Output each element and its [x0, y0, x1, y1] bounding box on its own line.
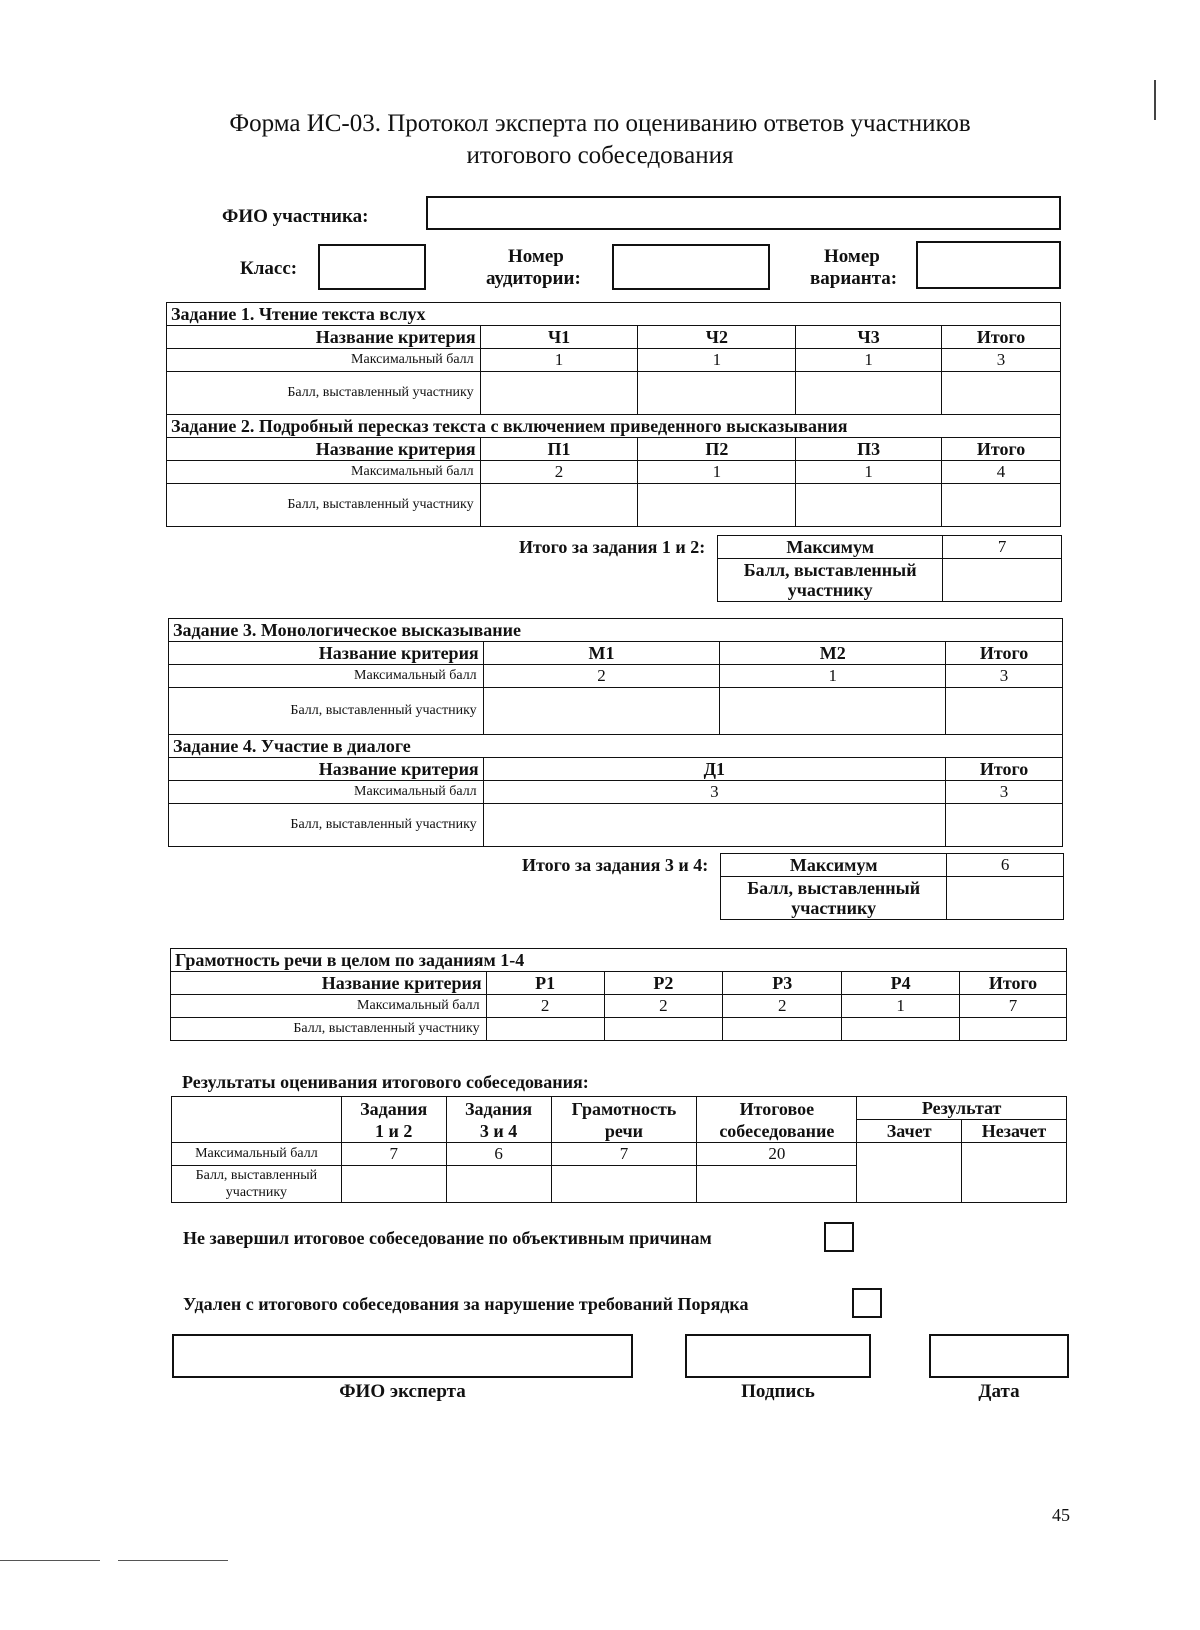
removed-label: Удален с итогового собеседования за нарушение требований Порядка	[183, 1294, 749, 1314]
task1-criterion-label: Название критерия	[167, 326, 481, 349]
task4-header-row	[169, 758, 1063, 781]
task1-given-total[interactable]	[942, 372, 1061, 415]
expert-name-label: ФИО эксперта	[339, 1381, 466, 1402]
literacy-col-total: Итого	[960, 972, 1067, 995]
literacy-col-r4: Р4	[842, 972, 960, 995]
task1-given-ch3[interactable]	[796, 372, 942, 415]
scan-line-mid	[118, 1560, 228, 1561]
task3-given-total[interactable]	[946, 688, 1063, 735]
variant-label	[810, 246, 910, 290]
task2-title: Задание 2. Подробный пересказ текста с включением приведенного высказывания	[167, 415, 1061, 438]
literacy-title: Грамотность речи в целом по заданиям 1-4	[171, 949, 1067, 972]
results-col2-line1: Задания	[465, 1098, 533, 1119]
task3-max-row	[169, 665, 1063, 688]
literacy-max-r2: 2	[604, 995, 723, 1018]
task1-max-ch1: 1	[480, 349, 638, 372]
task2-given-label: Балл, выставленный участнику	[167, 484, 481, 527]
task3-title: Задание 3. Монологическое высказывание	[169, 619, 1063, 642]
literacy-table	[170, 948, 1067, 1041]
task4-col-d1: Д1	[483, 758, 945, 781]
literacy-max-r4: 1	[842, 995, 960, 1018]
results-given-1-2[interactable]	[341, 1166, 446, 1203]
tasks-3-4-table	[168, 618, 1063, 847]
sum34-max-label: Максимум	[721, 854, 947, 877]
sum12-given-label: Балл, выставленный участнику	[718, 559, 943, 602]
task1-header-row	[167, 326, 1061, 349]
literacy-max-r1: 2	[486, 995, 604, 1018]
results-max-1-2: 7	[341, 1143, 446, 1166]
task3-max-m2: 1	[720, 665, 946, 688]
results-col2-line2: 3 и 4	[479, 1120, 518, 1141]
task3-header-row	[169, 642, 1063, 665]
literacy-given-r2[interactable]	[604, 1018, 723, 1041]
results-given-3-4[interactable]	[446, 1166, 551, 1203]
task3-given-m2[interactable]	[720, 688, 946, 735]
task2-given-p1[interactable]	[480, 484, 638, 527]
sum12-label: Итого за задания 1 и 2:	[519, 537, 706, 557]
scan-tick-right	[1154, 80, 1156, 120]
task4-max-row	[169, 781, 1063, 804]
signature-input[interactable]	[685, 1334, 871, 1378]
room-label-line1: Номер	[508, 246, 564, 267]
task4-col-total: Итого	[946, 758, 1063, 781]
task1-given-label: Балл, выставленный участнику	[167, 372, 481, 415]
results-fail-cell[interactable]	[962, 1143, 1067, 1203]
results-col2	[446, 1097, 551, 1143]
variant-label-line1: Номер	[824, 246, 880, 267]
task3-criterion-label: Название критерия	[169, 642, 484, 665]
sum34-label: Итого за задания 3 и 4:	[522, 855, 709, 875]
task2-col-p1: П1	[480, 438, 638, 461]
removed-checkbox[interactable]	[852, 1288, 882, 1318]
task4-given-d1[interactable]	[483, 804, 945, 847]
task3-col-m2: М2	[720, 642, 946, 665]
literacy-max-row	[171, 995, 1067, 1018]
results-corner	[172, 1097, 342, 1143]
form-title-line2: итогового собеседования	[466, 142, 734, 169]
results-pass-cell[interactable]	[857, 1143, 962, 1203]
page-number: 45	[1052, 1505, 1070, 1525]
literacy-header-row	[171, 972, 1067, 995]
task1-col-ch1: Ч1	[480, 326, 638, 349]
results-fail-header: Незачет	[962, 1120, 1067, 1143]
task2-col-total: Итого	[942, 438, 1061, 461]
results-given-literacy[interactable]	[551, 1166, 697, 1203]
task2-max-p1: 2	[480, 461, 638, 484]
class-input[interactable]	[318, 244, 426, 290]
sum12-given-value[interactable]	[943, 559, 1062, 602]
literacy-given-r3[interactable]	[723, 1018, 842, 1041]
results-max-3-4: 6	[446, 1143, 551, 1166]
task3-max-label: Максимальный балл	[169, 665, 484, 688]
task1-max-label: Максимальный балл	[167, 349, 481, 372]
task3-col-total: Итого	[946, 642, 1063, 665]
sum12-max-value: 7	[943, 536, 1062, 559]
variant-label-line2: варианта:	[810, 268, 898, 289]
variant-input[interactable]	[916, 241, 1061, 289]
literacy-max-r3: 2	[723, 995, 842, 1018]
not-finished-label: Не завершил итоговое собеседование по объективным причинам	[183, 1228, 712, 1248]
literacy-col-r1: Р1	[486, 972, 604, 995]
task4-given-row	[169, 804, 1063, 847]
fio-label: ФИО участника:	[222, 206, 369, 227]
task2-criterion-label: Название критерия	[167, 438, 481, 461]
task1-max-ch3: 1	[796, 349, 942, 372]
literacy-given-total[interactable]	[960, 1018, 1067, 1041]
date-input[interactable]	[929, 1334, 1069, 1378]
literacy-given-r4[interactable]	[842, 1018, 960, 1041]
task1-max-row	[167, 349, 1061, 372]
task3-given-label: Балл, выставленный участнику	[169, 688, 484, 735]
task1-given-ch2[interactable]	[638, 372, 796, 415]
task2-max-total: 4	[942, 461, 1061, 484]
results-col1	[341, 1097, 446, 1143]
task1-title: Задание 1. Чтение текста вслух	[167, 303, 1061, 326]
literacy-col-r3: Р3	[723, 972, 842, 995]
sum34-given-value[interactable]	[947, 877, 1064, 920]
results-col4	[697, 1097, 857, 1143]
room-input[interactable]	[612, 244, 770, 290]
results-col3-line2: речи	[604, 1120, 643, 1141]
task4-given-total[interactable]	[946, 804, 1063, 847]
task2-max-p3: 1	[796, 461, 942, 484]
results-title: Результаты оценивания итогового собеседования:	[182, 1072, 589, 1092]
task2-given-p3[interactable]	[796, 484, 942, 527]
results-col4-line1: Итоговое	[739, 1098, 815, 1119]
task2-header-row	[167, 438, 1061, 461]
expert-name-input[interactable]	[172, 1334, 633, 1378]
task1-col-ch3: Ч3	[796, 326, 942, 349]
sum34-given-label: Балл, выставленный участнику	[721, 877, 947, 920]
results-col1-line1: Задания	[360, 1098, 428, 1119]
task3-max-total: 3	[946, 665, 1063, 688]
not-finished-checkbox[interactable]	[824, 1222, 854, 1252]
task3-max-m1: 2	[483, 665, 720, 688]
task2-given-total[interactable]	[942, 484, 1061, 527]
results-max-row	[172, 1143, 1067, 1166]
task4-max-label: Максимальный балл	[169, 781, 484, 804]
tasks-1-2-table	[166, 302, 1061, 527]
task4-title: Задание 4. Участие в диалоге	[169, 735, 1063, 758]
results-pass-header: Зачет	[857, 1120, 962, 1143]
literacy-given-label: Балл, выставленный участнику	[171, 1018, 487, 1041]
sum-3-4-table	[482, 853, 1064, 920]
sum12-max-label: Максимум	[718, 536, 943, 559]
results-col3	[551, 1097, 697, 1143]
task4-given-label: Балл, выставленный участнику	[169, 804, 484, 847]
task1-given-ch1[interactable]	[480, 372, 638, 415]
task2-max-p2: 1	[638, 461, 796, 484]
results-max-label: Максимальный балл	[172, 1143, 342, 1166]
literacy-given-row	[171, 1018, 1067, 1041]
signature-label: Подпись	[741, 1381, 815, 1402]
results-given-label	[172, 1166, 342, 1203]
task4-max-total: 3	[946, 781, 1063, 804]
results-col1-line2: 1 и 2	[375, 1120, 413, 1141]
literacy-col-r2: Р2	[604, 972, 723, 995]
task1-col-total: Итого	[942, 326, 1061, 349]
task1-col-ch2: Ч2	[638, 326, 796, 349]
literacy-max-total: 7	[960, 995, 1067, 1018]
task3-given-row	[169, 688, 1063, 735]
results-max-final: 20	[697, 1143, 857, 1166]
class-label: Класс:	[240, 258, 298, 279]
literacy-criterion-label: Название критерия	[171, 972, 487, 995]
task3-given-m1[interactable]	[483, 688, 720, 735]
results-table	[171, 1096, 1067, 1203]
results-col3-line1: Грамотность	[571, 1098, 677, 1119]
sum34-max-value: 6	[947, 854, 1064, 877]
task1-max-total: 3	[942, 349, 1061, 372]
task4-max-d1: 3	[483, 781, 945, 804]
date-label: Дата	[978, 1381, 1020, 1402]
sum-1-2-table	[480, 535, 1062, 602]
literacy-max-label: Максимальный балл	[171, 995, 487, 1018]
task2-given-p2[interactable]	[638, 484, 796, 527]
room-label	[486, 246, 604, 290]
room-label-line2: аудитории:	[486, 268, 581, 289]
task1-max-ch2: 1	[638, 349, 796, 372]
task2-col-p2: П2	[638, 438, 796, 461]
task2-max-label: Максимальный балл	[167, 461, 481, 484]
results-result-header: Результат	[857, 1097, 1067, 1120]
results-given-final[interactable]	[697, 1166, 857, 1203]
results-given-label-line2: участнику	[225, 1185, 287, 1200]
task3-col-m1: М1	[483, 642, 720, 665]
results-col4-line2: собеседование	[719, 1120, 835, 1141]
task1-given-row	[167, 372, 1061, 415]
results-given-label-line1: Балл, выставленный	[195, 1168, 318, 1183]
task4-criterion-label: Название критерия	[169, 758, 484, 781]
fio-input[interactable]	[426, 196, 1061, 230]
form-title-line1: Форма ИС-03. Протокол эксперта по оцениванию ответов участников	[229, 110, 971, 137]
literacy-given-r1[interactable]	[486, 1018, 604, 1041]
task2-max-row	[167, 461, 1061, 484]
task2-given-row	[167, 484, 1061, 527]
results-max-literacy: 7	[551, 1143, 697, 1166]
task2-col-p3: П3	[796, 438, 942, 461]
scan-line-left	[0, 1560, 100, 1561]
